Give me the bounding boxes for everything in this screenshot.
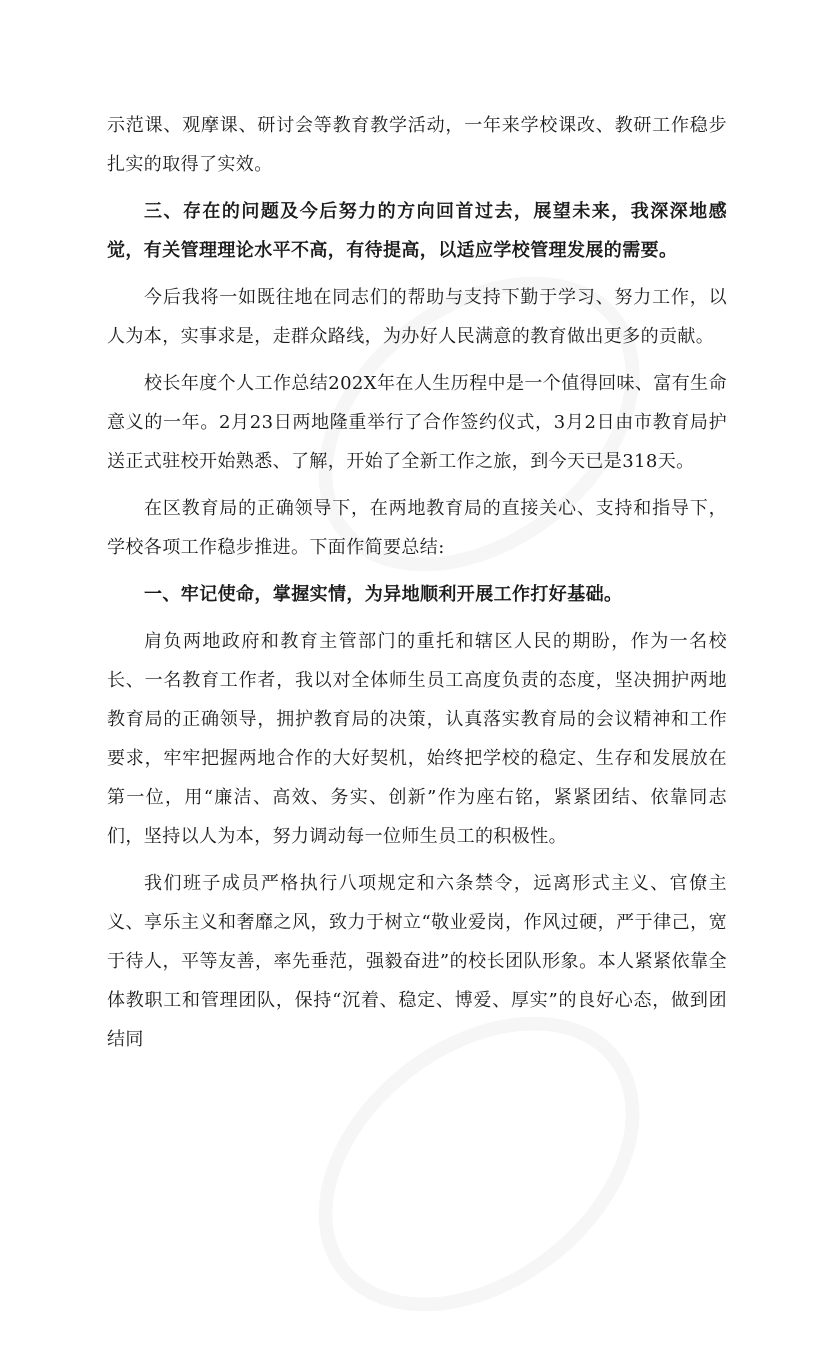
paragraph-6-heading: 一、牢记使命，掌握实情，为异地顺利开展工作打好基础。 bbox=[144, 584, 623, 605]
paragraph-4: 校长年度个人工作总结202X年在人生历程中是一个值得回味、富有生命意义的一年。2月23日两地隆重举行了合作签约仪式，3月2日由市教育局护送正式驻校开始熟悉、了解，开始了全新工作之旅，到今天已是318天。 bbox=[107, 373, 727, 472]
paragraph-1: 示范课、观摩课、研讨会等教育教学活动，一年来学校课改、教研工作稳步扎实的取得了实效。 bbox=[107, 115, 727, 175]
paragraph-8: 我们班子成员严格执行八项规定和六条禁令，远离形式主义、官僚主义、享乐主义和奢靡之风，致力于树立“敬业爱岗，作风过硬，严于律己，宽于待人，平等友善，率先垂范，强毅奋进”的校长团队形象。本人紧紧依靠全体教职工和管理团队，保持“沉着、稳定、博爱、厚实”的良好心态，做到团结同 bbox=[107, 873, 727, 1050]
paragraph-5: 在区教育局的正确领导下，在两地教育局的直接关心、支持和指导下，学校各项工作稳步推进。下面作简要总结: bbox=[107, 498, 727, 558]
paragraph-3: 今后我将一如既往地在同志们的帮助与支持下勤于学习、努力工作，以人为本，实事求是，走群众路线，为办好人民满意的教育做出更多的贡献。 bbox=[107, 287, 727, 347]
paragraph-7: 肩负两地政府和教育主管部门的重托和辖区人民的期盼，作为一名校长、一名教育工作者，我以对全体师生员工高度负责的态度，坚决拥护两地教育局的正确领导，拥护教育局的决策，认真落实教育局的会议精神和工作要求，牢牢把握两地合作的大好契机，始终把学校的稳定、生存和发展放在第一位，用“廉洁、高效、务实、创新”作为座右铭，紧紧团结、依靠同志们，坚持以人为本，努力调动每一位师生员工的积极性。 bbox=[107, 631, 727, 847]
paragraph-2-heading: 三、存在的问题及今后努力的方向回首过去，展望未来，我深深地感觉，有关管理理论水平不高，有待提高，以适应学校管理发展的需要。 bbox=[107, 201, 727, 261]
document-page bbox=[107, 106, 727, 1059]
